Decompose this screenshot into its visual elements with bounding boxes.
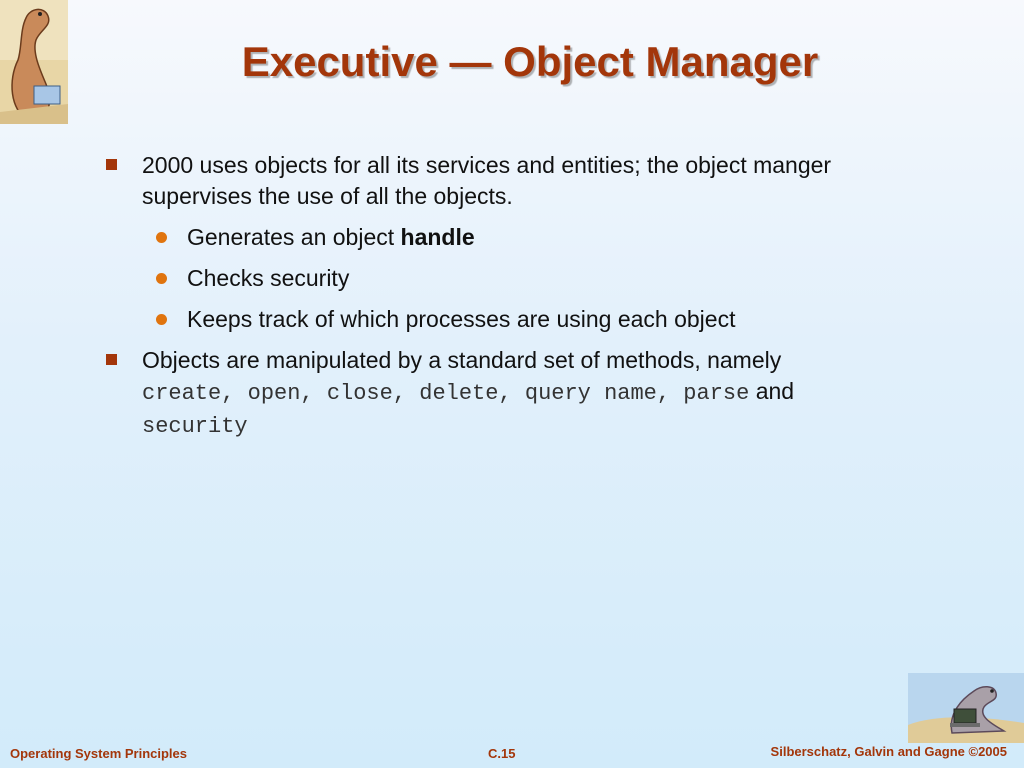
and-text: and (755, 378, 795, 404)
bullet-item-2 (104, 345, 934, 442)
bullet-list (104, 150, 934, 452)
square-bullet-icon (106, 354, 117, 365)
sub-bullet-item (104, 304, 934, 335)
footer-course-title: Operating System Principles (10, 746, 188, 761)
methods-code: create, open, close, delete, query name, parse (142, 381, 750, 406)
dinosaur-reading-icon (0, 0, 68, 124)
bullet-item-1 (104, 150, 934, 212)
round-bullet-icon (156, 232, 167, 243)
bullet-text: 2000 uses objects for all its services and entities; the object manger supervises the use of all the objects. (142, 152, 832, 209)
security-code: security (142, 414, 248, 439)
sub-bullet-text: Generates an object (187, 224, 401, 250)
sub-bullet-bold-text: handle (400, 224, 475, 250)
round-bullet-icon (156, 314, 167, 325)
square-bullet-icon (106, 159, 117, 170)
slide-title: Executive — Object Manager (241, 38, 819, 85)
sub-bullet-item (104, 263, 934, 294)
sub-bullet-item (104, 222, 934, 253)
sub-bullet-text: Checks security (187, 265, 350, 291)
round-bullet-icon (156, 273, 167, 284)
bullet-text: Objects are manipulated by a standard set of methods, namely (142, 347, 782, 373)
dinosaur-laptop-icon (908, 673, 1024, 743)
footer-slide-number: C.15 (488, 746, 516, 761)
footer-copyright: Silberschatz, Galvin and Gagne ©2005 (770, 744, 1007, 759)
sub-bullet-text: Keeps track of which processes are using each object (187, 306, 736, 332)
